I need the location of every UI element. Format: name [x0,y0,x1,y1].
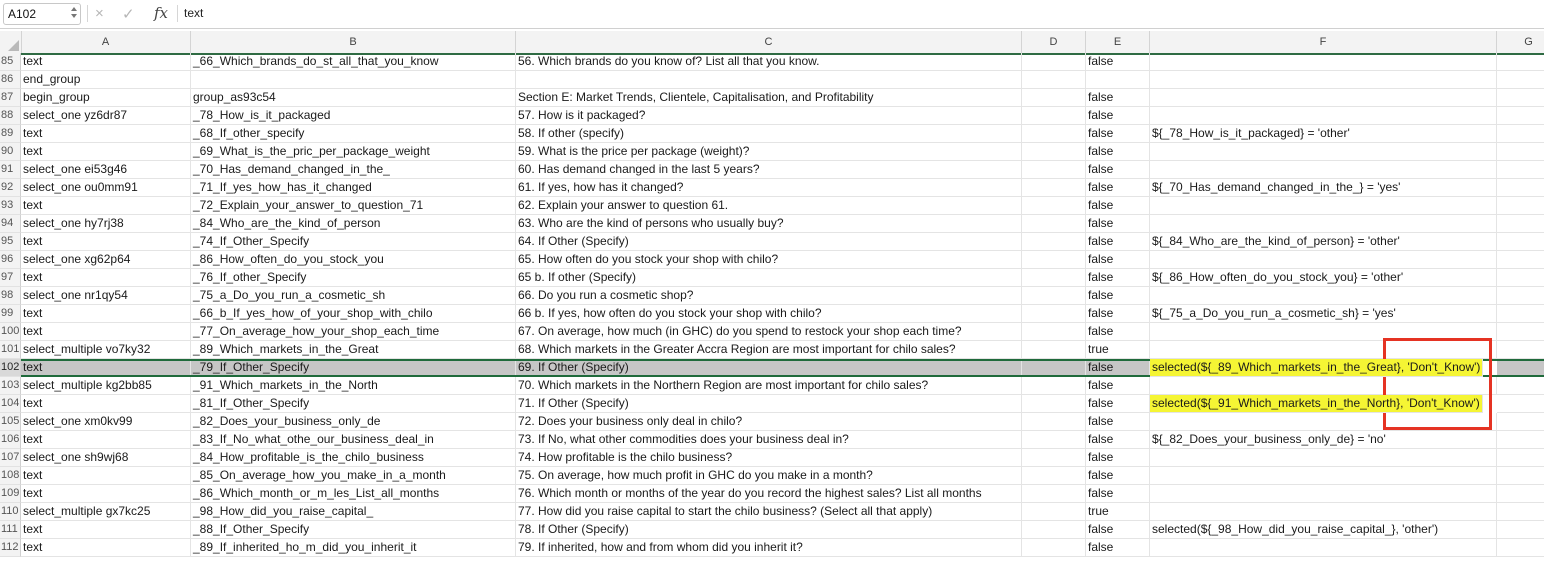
cell-a[interactable]: select_one xg62p64 [21,251,191,269]
cell-a[interactable]: select_multiple gx7kc25 [21,503,191,521]
cell-f[interactable] [1150,197,1497,215]
cell-b[interactable]: _71_If_yes_how_has_it_changed [191,179,516,197]
cell-g[interactable] [1497,89,1544,107]
row-header[interactable]: 108 [0,467,21,485]
cell-c[interactable]: 79. If inherited, how and from whom did you inherit it? [516,539,1022,557]
cell-g[interactable] [1497,503,1544,521]
cell-d[interactable] [1022,449,1086,467]
cell-c[interactable]: 65 b. If other (Specify) [516,269,1022,287]
cell-e[interactable]: false [1086,521,1150,539]
cell-f[interactable] [1150,251,1497,269]
cell-g[interactable] [1497,179,1544,197]
cell-e[interactable]: false [1086,431,1150,449]
cell-e[interactable]: false [1086,251,1150,269]
cell-f[interactable]: selected(${_89_Which_markets_in_the_Great}, 'Don't_Know') [1150,359,1483,377]
column-header-b[interactable]: B [191,31,516,53]
cell-g[interactable] [1497,431,1544,449]
cell-g[interactable] [1497,359,1544,377]
cell-g[interactable] [1497,341,1544,359]
cell-e[interactable]: false [1086,53,1150,71]
cell-f[interactable] [1150,215,1497,233]
cell-c[interactable]: 72. Does your business only deal in chilo? [516,413,1022,431]
table-row [0,251,1544,269]
cell-b[interactable]: _98_How_did_you_raise_capital_ [191,503,516,521]
cell-d[interactable] [1022,467,1086,485]
cell-a[interactable]: text [21,53,191,71]
cell-c[interactable]: 75. On average, how much profit in GHC do you make in a month? [516,467,1022,485]
row-header[interactable]: 96 [0,251,21,269]
column-header-a[interactable]: A [21,31,191,53]
cell-b[interactable]: _68_If_other_specify [191,125,516,143]
cell-c[interactable]: 59. What is the price per package (weight)? [516,143,1022,161]
cell-c[interactable]: 71. If Other (Specify) [516,395,1022,413]
cell-b[interactable]: _89_Which_markets_in_the_Great [191,341,516,359]
column-header-e[interactable]: E [1086,31,1150,53]
cell-d[interactable] [1022,431,1086,449]
cell-e[interactable]: false [1086,179,1150,197]
cell-g[interactable] [1497,395,1544,413]
cell-b[interactable]: _74_If_Other_Specify [191,233,516,251]
table-row [0,143,1544,161]
cell-d[interactable] [1022,143,1086,161]
cell-b[interactable]: _66_Which_brands_do_st_all_that_you_know [191,53,516,71]
row-header[interactable]: 103 [0,377,21,395]
select-all-icon [8,40,19,51]
cell-a[interactable]: select_one nr1qy54 [21,287,191,305]
cell-c[interactable]: 66 b. If yes, how often do you stock your shop with chilo? [516,305,1022,323]
cell-a[interactable]: text [21,539,191,557]
table-row [0,521,1544,539]
cell-d[interactable] [1022,125,1086,143]
row-header[interactable]: 102 [0,359,21,377]
table-row [0,233,1544,251]
cell-c[interactable]: 78. If Other (Specify) [516,521,1022,539]
cell-g[interactable] [1497,251,1544,269]
cell-b[interactable]: _89_If_inherited_ho_m_did_you_inherit_it [191,539,516,557]
row-header[interactable]: 109 [0,485,21,503]
cell-g[interactable] [1497,467,1544,485]
cell-e[interactable]: true [1086,341,1150,359]
cell-c[interactable]: 66. Do you run a cosmetic shop? [516,287,1022,305]
cell-b[interactable] [191,71,516,89]
cell-e[interactable]: false [1086,197,1150,215]
cell-f[interactable] [1150,53,1497,71]
cell-d[interactable] [1022,413,1086,431]
row-header[interactable]: 90 [0,143,21,161]
table-row [0,179,1544,197]
formula-bar [0,0,1544,29]
cell-f[interactable] [1150,89,1497,107]
row-header[interactable]: 99 [0,305,21,323]
cell-d[interactable] [1022,179,1086,197]
cell-f[interactable]: ${_84_Who_are_the_kind_of_person} = 'other' [1150,233,1497,251]
row-header[interactable]: 106 [0,431,21,449]
cell-g[interactable] [1497,233,1544,251]
row-header[interactable]: 107 [0,449,21,467]
row-header[interactable]: 89 [0,125,21,143]
cell-g[interactable] [1497,161,1544,179]
cell-d[interactable] [1022,269,1086,287]
cell-e[interactable]: false [1086,377,1150,395]
cell-c[interactable]: 74. How profitable is the chilo business? [516,449,1022,467]
cell-a[interactable]: text [21,521,191,539]
cell-e[interactable]: false [1086,467,1150,485]
table-row [0,377,1544,395]
cell-a[interactable]: select_one ou0mm91 [21,179,191,197]
cell-a[interactable]: text [21,305,191,323]
column-header-f[interactable]: F [1150,31,1497,53]
row-header[interactable]: 86 [0,71,21,89]
table-row [0,71,1544,89]
cell-b[interactable]: _81_If_Other_Specify [191,395,516,413]
cell-e[interactable]: false [1086,125,1150,143]
cell-g[interactable] [1497,287,1544,305]
cell-a[interactable]: text [21,233,191,251]
row-header[interactable]: 91 [0,161,21,179]
cell-a[interactable]: select_one yz6dr87 [21,107,191,125]
cell-e[interactable] [1086,71,1150,89]
cell-d[interactable] [1022,89,1086,107]
cell-g[interactable] [1497,377,1544,395]
cell-b[interactable]: _85_On_average_how_you_make_in_a_month [191,467,516,485]
cell-d[interactable] [1022,161,1086,179]
cell-c[interactable]: 69. If Other (Specify) [516,359,1022,377]
cell-c[interactable]: 60. Has demand changed in the last 5 years? [516,161,1022,179]
cell-g[interactable] [1497,521,1544,539]
cell-d[interactable] [1022,485,1086,503]
cell-c[interactable]: 77. How did you raise capital to start the chilo business? (Select all that apply) [516,503,1022,521]
cell-g[interactable] [1497,413,1544,431]
cell-e[interactable]: false [1086,539,1150,557]
table-row [0,89,1544,107]
cell-e[interactable]: false [1086,359,1150,377]
cell-g[interactable] [1497,107,1544,125]
table-row [0,485,1544,503]
cell-c[interactable]: 62. Explain your answer to question 61. [516,197,1022,215]
cell-g[interactable] [1497,125,1544,143]
cell-d[interactable] [1022,233,1086,251]
cell-f[interactable]: ${_82_Does_your_business_only_de} = 'no' [1150,431,1497,449]
cell-b[interactable]: _72_Explain_your_answer_to_question_71 [191,197,516,215]
cell-c[interactable]: 64. If Other (Specify) [516,233,1022,251]
cell-b[interactable]: _75_a_Do_you_run_a_cosmetic_sh [191,287,516,305]
row-header[interactable]: 85 [0,53,21,71]
formula-bar-divider [177,5,178,22]
cell-c[interactable]: 68. Which markets in the Greater Accra Region are most important for chilo sales? [516,341,1022,359]
cell-f[interactable] [1150,539,1497,557]
name-box-stepper-icon[interactable] [70,5,78,23]
insert-function-icon[interactable]: fx [154,4,169,22]
cell-e[interactable]: false [1086,143,1150,161]
cell-d[interactable] [1022,395,1086,413]
cell-c[interactable]: 70. Which markets in the Northern Region are most important for chilo sales? [516,377,1022,395]
row-header[interactable]: 104 [0,395,21,413]
cell-a[interactable]: text [21,197,191,215]
cell-a[interactable]: text [21,323,191,341]
cell-d[interactable] [1022,251,1086,269]
name-box[interactable] [3,3,81,25]
cell-g[interactable] [1497,143,1544,161]
row-header[interactable]: 93 [0,197,21,215]
cell-e[interactable]: false [1086,269,1150,287]
table-row [0,341,1544,359]
cell-c[interactable]: 73. If No, what other commodities does your business deal in? [516,431,1022,449]
table-row [0,125,1544,143]
cell-b[interactable]: _78_How_is_it_packaged [191,107,516,125]
cell-e[interactable]: false [1086,485,1150,503]
cell-e[interactable]: false [1086,215,1150,233]
cell-b[interactable]: _91_Which_markets_in_the_North [191,377,516,395]
cell-g[interactable] [1497,539,1544,557]
column-header-bar [0,31,1544,55]
cell-a[interactable]: text [21,125,191,143]
table-row [0,395,1544,413]
row-header[interactable]: 105 [0,413,21,431]
cell-a[interactable]: text [21,467,191,485]
cell-g[interactable] [1497,71,1544,89]
cell-e[interactable]: true [1086,503,1150,521]
table-row [0,215,1544,233]
cell-reference[interactable]: A102 [8,7,37,21]
cell-e[interactable]: false [1086,107,1150,125]
cell-c[interactable]: 61. If yes, how has it changed? [516,179,1022,197]
cancel-icon[interactable]: × [95,5,104,22]
cell-g[interactable] [1497,197,1544,215]
table-row [0,287,1544,305]
table-row [0,359,1544,377]
cell-b[interactable]: _76_If_other_Specify [191,269,516,287]
row-header[interactable]: 101 [0,341,21,359]
cell-b[interactable]: _84_How_profitable_is_the_chilo_business [191,449,516,467]
cell-d[interactable] [1022,359,1086,377]
cell-e[interactable]: false [1086,233,1150,251]
cell-e[interactable]: false [1086,395,1150,413]
cell-d[interactable] [1022,305,1086,323]
table-row [0,503,1544,521]
select-all-corner[interactable] [0,31,22,53]
cell-c[interactable]: 67. On average, how much (in GHC) do you spend to restock your shop each time? [516,323,1022,341]
cell-a[interactable]: select_one sh9wj68 [21,449,191,467]
table-row [0,539,1544,557]
cell-a[interactable]: select_multiple kg2bb85 [21,377,191,395]
formula-input[interactable]: text [184,6,204,20]
cell-d[interactable] [1022,503,1086,521]
cell-c[interactable]: 76. Which month or months of the year do you record the highest sales? List all months [516,485,1022,503]
cell-d[interactable] [1022,323,1086,341]
cell-a[interactable]: text [21,143,191,161]
cell-g[interactable] [1497,323,1544,341]
row-header[interactable]: 100 [0,323,21,341]
table-row [0,305,1544,323]
cell-b[interactable]: _86_How_often_do_you_stock_you [191,251,516,269]
row-header[interactable]: 92 [0,179,21,197]
row-header[interactable]: 95 [0,233,21,251]
cell-g[interactable] [1497,53,1544,71]
cell-a[interactable]: select_one hy7rj38 [21,215,191,233]
table-row [0,107,1544,125]
row-header[interactable]: 94 [0,215,21,233]
table-row [0,161,1544,179]
cell-g[interactable] [1497,215,1544,233]
cell-b[interactable]: _88_If_Other_Specify [191,521,516,539]
cell-c[interactable]: 58. If other (specify) [516,125,1022,143]
row-header[interactable]: 98 [0,287,21,305]
cell-f[interactable] [1150,107,1497,125]
cell-b[interactable]: _79_If_Other_Specify [191,359,516,377]
cell-d[interactable] [1022,287,1086,305]
cell-a[interactable]: text [21,485,191,503]
cell-d[interactable] [1022,341,1086,359]
table-row [0,53,1544,71]
cell-e[interactable]: false [1086,287,1150,305]
column-header-d[interactable]: D [1022,31,1086,53]
cell-b[interactable]: _70_Has_demand_changed_in_the_ [191,161,516,179]
cell-a[interactable]: select_multiple vo7ky32 [21,341,191,359]
cell-a[interactable]: text [21,269,191,287]
cell-d[interactable] [1022,539,1086,557]
cell-f[interactable] [1150,143,1497,161]
row-header[interactable]: 88 [0,107,21,125]
cell-d[interactable] [1022,53,1086,71]
cell-a[interactable]: text [21,359,191,377]
cell-b[interactable]: _84_Who_are_the_kind_of_person [191,215,516,233]
cell-e[interactable]: false [1086,161,1150,179]
cell-d[interactable] [1022,107,1086,125]
cell-e[interactable]: false [1086,305,1150,323]
cell-a[interactable]: begin_group [21,89,191,107]
cell-f[interactable] [1150,449,1497,467]
row-header[interactable]: 112 [0,539,21,557]
cell-e[interactable]: false [1086,323,1150,341]
row-header[interactable]: 110 [0,503,21,521]
cell-a[interactable]: select_one ei53g46 [21,161,191,179]
cell-c[interactable]: 65. How often do you stock your shop with chilo? [516,251,1022,269]
cell-b[interactable]: _82_Does_your_business_only_de [191,413,516,431]
cell-f[interactable] [1150,485,1497,503]
cell-f[interactable]: ${_75_a_Do_you_run_a_cosmetic_sh} = 'yes' [1150,305,1497,323]
annotation-red-box [1383,338,1492,430]
cell-f[interactable] [1150,287,1497,305]
cell-f[interactable] [1150,503,1497,521]
cell-a[interactable]: select_one xm0kv99 [21,413,191,431]
cell-f[interactable]: selected(${_98_How_did_you_raise_capital_}, 'other') [1150,521,1497,539]
cell-a[interactable]: text [21,431,191,449]
table-row [0,449,1544,467]
cell-c[interactable]: Section E: Market Trends, Clientele, Capitalisation, and Profitability [516,89,1022,107]
table-row [0,197,1544,215]
cell-f[interactable]: ${_78_How_is_it_packaged} = 'other' [1150,125,1497,143]
cell-f[interactable]: ${_70_Has_demand_changed_in_the_} = 'yes' [1150,179,1497,197]
column-header-g[interactable]: G [1497,31,1544,53]
cell-b[interactable]: _83_If_No_what_othe_our_business_deal_in [191,431,516,449]
cell-g[interactable] [1497,485,1544,503]
formula-bar-divider [87,5,88,22]
cell-f[interactable] [1150,161,1497,179]
row-header[interactable]: 111 [0,521,21,539]
confirm-icon[interactable]: ✓ [122,6,135,23]
cell-a[interactable]: end_group [21,71,191,89]
cell-d[interactable] [1022,215,1086,233]
cell-f[interactable] [1150,467,1497,485]
table-row [0,431,1544,449]
table-row [0,413,1544,431]
cell-g[interactable] [1497,449,1544,467]
cell-b[interactable]: _66_b_If_yes_how_of_your_shop_with_chilo [191,305,516,323]
cell-g[interactable] [1497,269,1544,287]
cell-e[interactable]: false [1086,413,1150,431]
cell-d[interactable] [1022,521,1086,539]
cell-d[interactable] [1022,377,1086,395]
cell-c[interactable]: 57. How is it packaged? [516,107,1022,125]
cell-b[interactable]: _86_Which_month_or_m_les_List_all_months [191,485,516,503]
cell-d[interactable] [1022,197,1086,215]
table-row [0,323,1544,341]
cell-c[interactable] [516,71,1022,89]
cell-f[interactable]: selected(${_91_Which_markets_in_the_North}, 'Don't_Know') [1150,395,1483,413]
column-header-c[interactable]: C [516,31,1022,53]
row-header[interactable]: 87 [0,89,21,107]
cell-e[interactable]: false [1086,449,1150,467]
cell-b[interactable]: _69_What_is_the_pric_per_package_weight [191,143,516,161]
cell-f[interactable]: ${_86_How_often_do_you_stock_you} = 'other' [1150,269,1497,287]
cell-g[interactable] [1497,305,1544,323]
cell-b[interactable]: _77_On_average_how_your_shop_each_time [191,323,516,341]
row-header[interactable]: 97 [0,269,21,287]
cell-d[interactable] [1022,71,1086,89]
cell-a[interactable]: text [21,395,191,413]
cell-f[interactable] [1150,71,1497,89]
cell-c[interactable]: 63. Who are the kind of persons who usually buy? [516,215,1022,233]
cell-e[interactable]: false [1086,89,1150,107]
cell-c[interactable]: 56. Which brands do you know of? List all that you know. [516,53,1022,71]
cell-b[interactable]: group_as93c54 [191,89,516,107]
table-row [0,269,1544,287]
table-row [0,467,1544,485]
